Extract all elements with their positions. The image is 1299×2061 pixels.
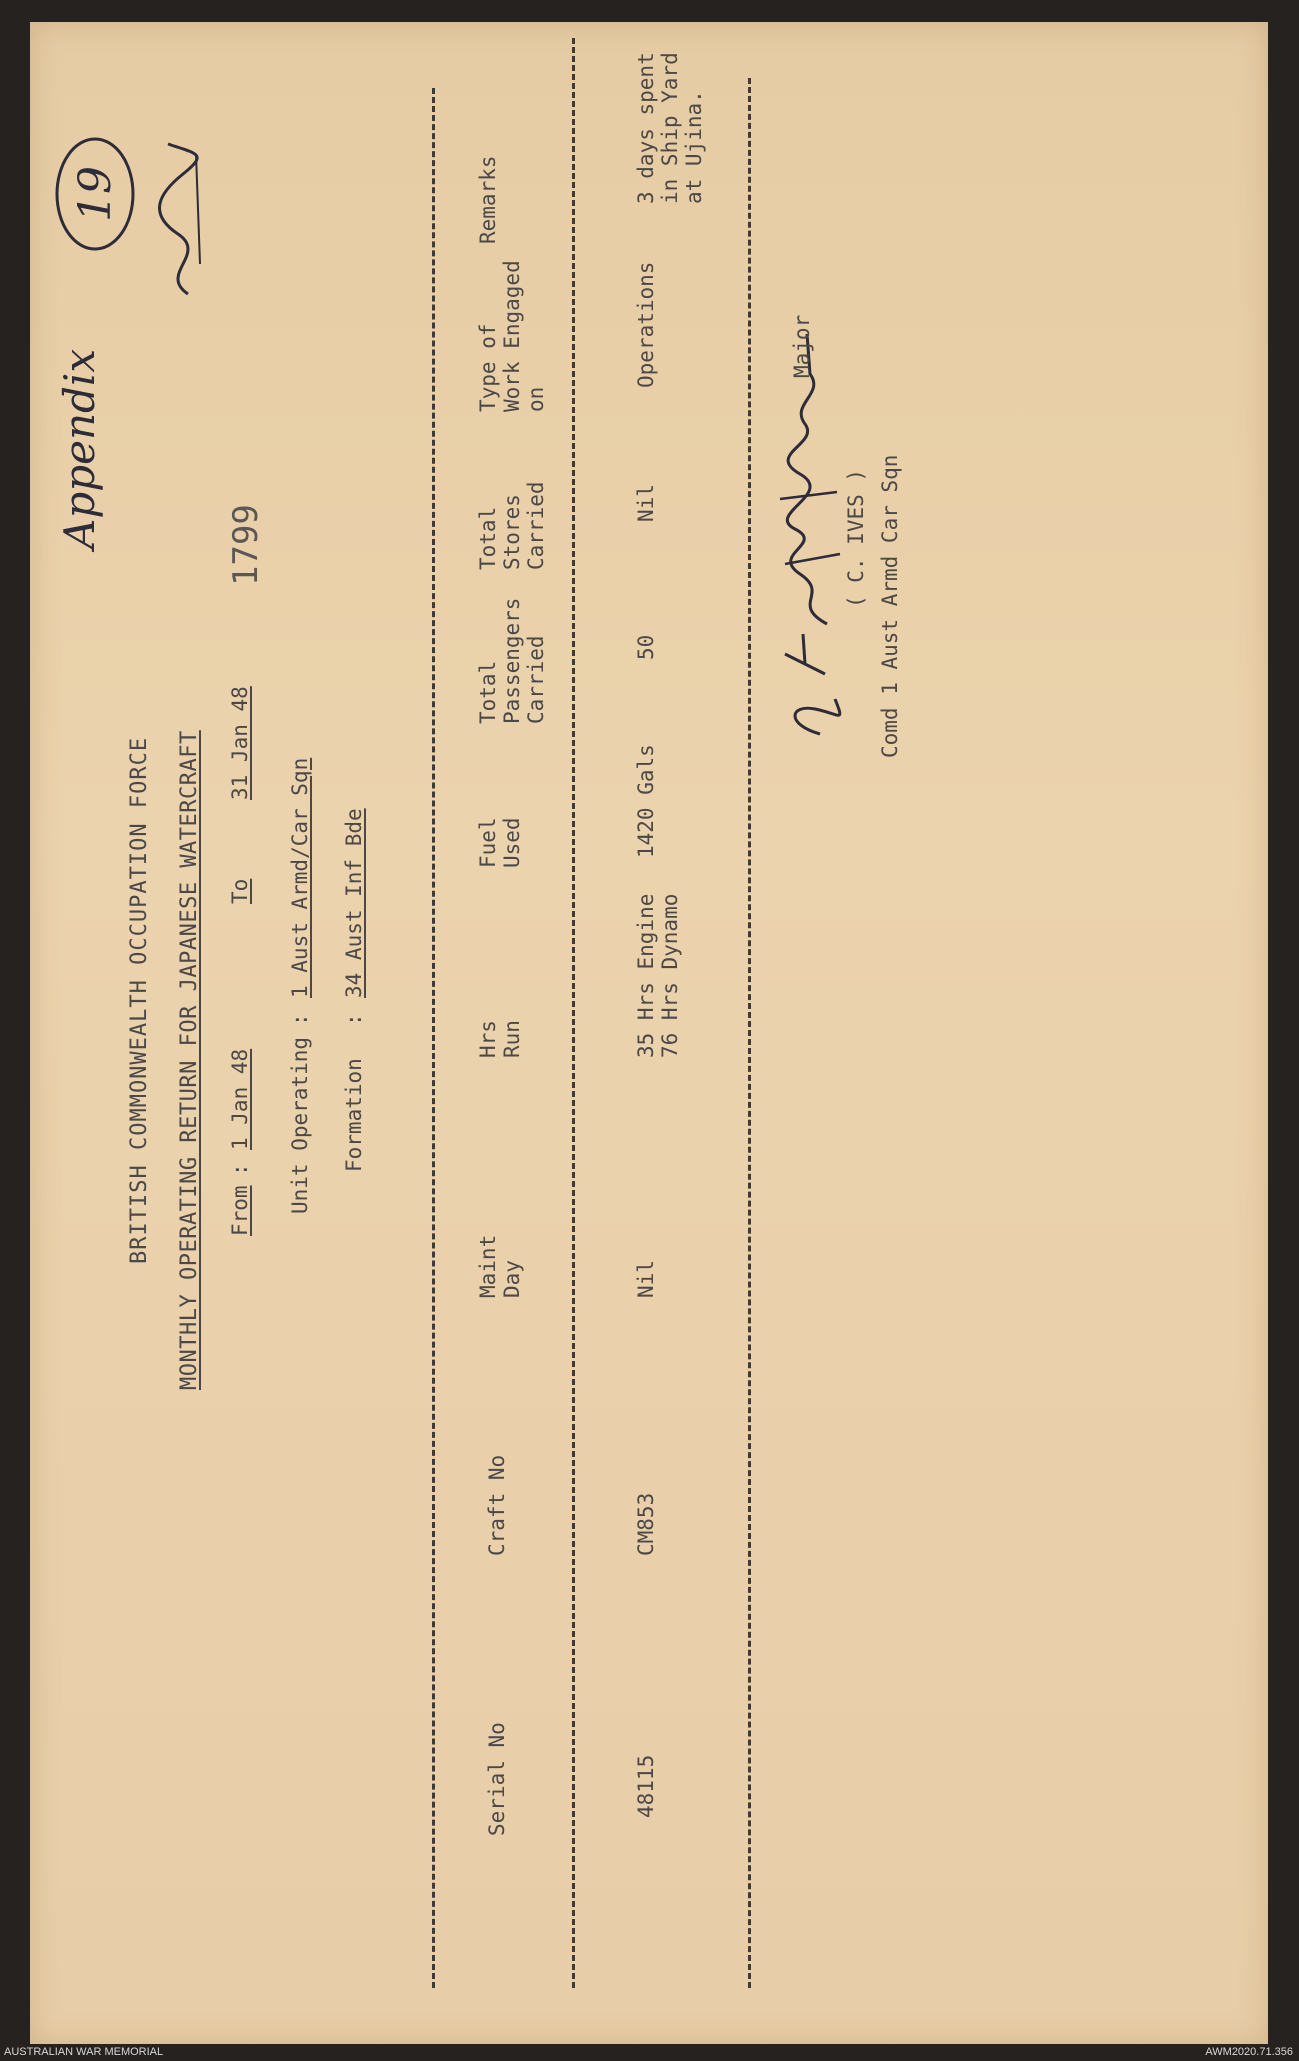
to-value: 31 Jan 48 <box>228 686 252 800</box>
cell-hrs-engine: 35 Hrs Engine <box>634 893 658 1058</box>
doc-number: 1799 <box>226 504 266 586</box>
col-serial-no: Serial No <box>485 1722 509 1836</box>
signatory-appointment: Comd 1 Aust Armd Car Sqn <box>878 454 902 758</box>
unit-colon: : <box>288 1013 312 1026</box>
table-rule-top <box>432 88 435 1988</box>
signatory-name: ( C. IVES ) <box>844 468 868 608</box>
to-label: To <box>228 878 252 904</box>
return-title: MONTHLY OPERATING RETURN FOR JAPANESE WATERCRAFT <box>177 730 202 1390</box>
unit-value: 1 Aust Armd/Car Sqn <box>288 757 312 998</box>
cell-remarks-3: at Ujina. <box>682 90 706 204</box>
cell-remarks-1: 3 days spent <box>634 52 658 204</box>
cell-craft: CM853 <box>634 1492 658 1556</box>
cell-remarks-2: in Ship Yard <box>658 52 682 204</box>
from-value: 1 Jan 48 <box>228 1048 252 1150</box>
cell-maint: Nil <box>634 1260 658 1298</box>
from-label: From <box>228 1185 252 1236</box>
initials-mark <box>138 134 218 304</box>
formation-colon: : <box>342 1013 366 1026</box>
table-rule-bottom <box>748 78 751 1988</box>
unit-label: Unit Operating <box>288 1036 312 1214</box>
circled-number: 19 <box>70 166 121 222</box>
table-rule-mid <box>572 38 575 1988</box>
circled-number-stamp <box>50 134 140 254</box>
cell-passengers: 50 <box>634 634 658 660</box>
signatory-rank: Major <box>790 314 814 378</box>
col-remarks: Remarks <box>476 155 500 244</box>
rotated-document-content: Appendix 19 BRITISH COMMONWEALTH OCCUPATION FORCE MONTHLY OPERATING RETURN FOR JAPANESE WATERCRAFT From : 1 Jan 48 To 31 Jan 48 1799 Unit Operating : 1 Aust Armd/Car Sqn Formation : 34 Aust Inf Bde Serial No Craft No Maint Day Hrs Run Fuel Used Total Passengers Carried Total Stores Carried Type of Work Engaged on Remarks 48115 CM853 Nil 35 Hrs Engine 76 Hrs Dynamo 1420 Gals 50 Nil Operations 3 days spent in Ship Yard at Ujina. Major ( C. IVES ) Comd 1 Aust Armd Car Sqn <box>30 22 1268 2044</box>
from-colon: : <box>228 1163 252 1176</box>
col-craft-no: Craft No <box>485 1454 509 1556</box>
org-heading: BRITISH COMMONWEALTH OCCUPATION FORCE <box>127 736 152 1264</box>
appendix-annotation: Appendix <box>55 348 104 549</box>
formation-value: 34 Aust Inf Bde <box>342 808 366 998</box>
cell-hrs-dynamo: 76 Hrs Dynamo <box>658 893 682 1058</box>
cell-serial: 48115 <box>634 1754 658 1818</box>
cell-fuel: 1420 Gals <box>634 744 658 858</box>
formation-label: Formation <box>342 1058 366 1172</box>
archive-reference: AWM2020.71.356 <box>1205 2046 1293 2058</box>
archive-credit: AUSTRALIAN WAR MEMORIAL <box>4 2046 164 2058</box>
cell-work: Operations <box>634 261 658 388</box>
cell-stores: Nil <box>634 484 658 522</box>
